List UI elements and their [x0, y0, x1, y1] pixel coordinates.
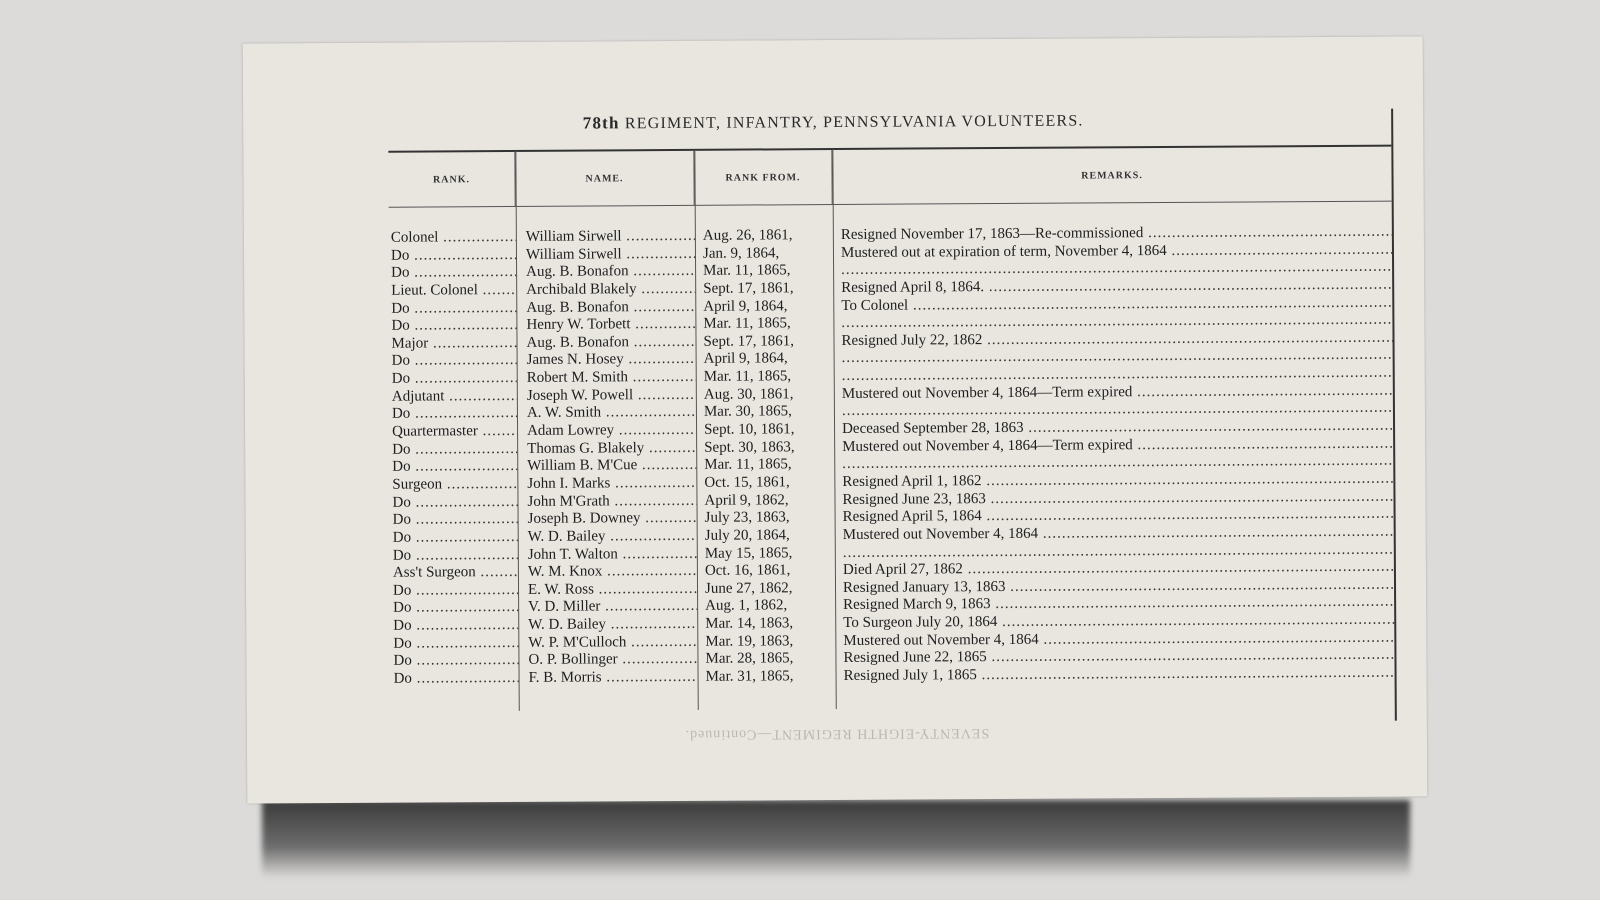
rank-cell: Do ..... — [391, 511, 518, 529]
rank-from-cell: Aug. 1, 1862, — [705, 597, 788, 615]
name-cell: Aug. B. Bonafon ..... — [516, 263, 695, 282]
roster-table — [388, 145, 1394, 689]
name-cell: V. D. Miller ..... — [518, 598, 697, 617]
rank-cell: Do ..... — [391, 652, 518, 670]
name-cell: John T. Walton ..... — [518, 545, 697, 564]
name-cell: W. M. Knox ..... — [518, 563, 697, 582]
remarks-cell: Resigned April 1, 1862 ..... — [834, 471, 1393, 492]
name-cell: William B. M'Cue ..... — [517, 457, 696, 476]
rank-from-cell: Mar. 11, 1865, — [704, 456, 792, 474]
rank-cell: Ass't Surgeon ..... — [391, 564, 518, 582]
remarks-cell: Resigned April 5, 1864 ..... — [835, 506, 1394, 527]
rank-from-cell: Mar. 28, 1865, — [705, 650, 794, 668]
rank-from-cell: Sept. 10, 1861, — [704, 421, 795, 438]
remarks-cell: Resigned April 8, 1864. ..... — [833, 277, 1392, 298]
bleed-through-text: SEVENTY-EIGHTH REGIMENT—Continued. — [684, 725, 990, 742]
name-cell: Thomas G. Blakely ..... — [517, 440, 696, 459]
remarks-cell: Resigned June 22, 1865 ..... — [835, 647, 1394, 668]
name-cell: John I. Marks ..... — [517, 475, 696, 494]
remarks-cell: Mustered out November 4, 1864 ..... — [835, 523, 1394, 544]
rank-from-cell: Oct. 15, 1861, — [704, 474, 790, 491]
rank-from-cell: Aug. 30, 1861, — [703, 386, 794, 403]
name-cell: Joseph B. Downey ..... — [518, 510, 697, 529]
remarks-cell: Died April 27, 1862 ..... — [835, 559, 1394, 580]
rank-cell: Do ..... — [390, 352, 517, 370]
name-cell: E. W. Ross ..... — [518, 581, 697, 600]
rank-cell: Quartermaster ..... — [390, 423, 517, 441]
rank-from-cell: Sept. 17, 1861, — [703, 280, 794, 297]
remarks-cell: Deceased September 28, 1863 ..... — [834, 418, 1393, 439]
rank-from-cell: April 9, 1864, — [703, 350, 788, 368]
rank-cell: Colonel ..... — [389, 229, 516, 247]
name-cell: James N. Hosey ..... — [517, 351, 696, 370]
rank-cell: Do ..... — [389, 264, 516, 282]
remarks-cell: Resigned July 22, 1862 ..... — [833, 329, 1392, 350]
name-cell: William Sirwell ..... — [516, 245, 695, 264]
remarks-cell: Mustered out November 4, 1864—Term expired ..... — [834, 382, 1393, 403]
rank-cell: Do ..... — [391, 529, 518, 547]
paper-shadow — [262, 800, 1410, 878]
header-rank-from: RANK FROM. — [694, 150, 832, 205]
rank-cell: Do ..... — [391, 582, 518, 600]
rank-cell: Do ..... — [391, 635, 518, 653]
name-cell: W. D. Bailey ..... — [518, 616, 697, 635]
rank-cell: Adjutant ..... — [390, 388, 517, 406]
rank-from-cell: Oct. 16, 1861, — [704, 562, 791, 579]
rank-cell: Do ..... — [389, 300, 516, 318]
name-cell: W. P. M'Culloch ..... — [518, 634, 697, 653]
regiment-title: REGIMENT, INFANTRY, PENNSYLVANIA VOLUNTEERS. — [619, 112, 1084, 133]
rank-cell: Lieut. Colonel ..... — [389, 282, 516, 300]
rank-from-cell: Sept. 30, 1863, — [704, 438, 795, 456]
table-body — [389, 202, 1395, 689]
rank-from-cell: Mar. 11, 1865, — [703, 368, 792, 385]
rank-cell: Major ..... — [389, 335, 516, 353]
name-cell: Aug. B. Bonafon ..... — [516, 334, 695, 353]
rank-from-cell: Mar. 11, 1865, — [703, 262, 791, 280]
name-cell: O. P. Bollinger ..... — [518, 651, 697, 670]
rank-from-cell: Mar. 30, 1865, — [703, 403, 792, 421]
rank-cell: Do ..... — [390, 494, 517, 512]
header-remarks: REMARKS. — [1081, 169, 1143, 181]
remarks-cell: Resigned November 17, 1863—Re-commissioned ..... — [833, 224, 1392, 245]
remarks-cell: Resigned June 23, 1863 ..... — [834, 488, 1393, 509]
rank-from-cell: Aug. 26, 1861, — [702, 227, 793, 244]
name-cell: Adam Lowrey ..... — [517, 422, 696, 441]
name-cell: A. W. Smith ..... — [517, 404, 696, 423]
rank-from-cell: April 9, 1862, — [704, 491, 789, 509]
rank-from-cell: April 9, 1864, — [703, 297, 788, 315]
rank-from-cell: July 23, 1863, — [704, 509, 790, 527]
remarks-cell: To Colonel ..... — [833, 294, 1392, 315]
name-cell: Robert M. Smith ..... — [517, 369, 696, 388]
rank-from-cell: Mar. 11, 1865, — [703, 315, 791, 333]
name-cell: Aug. B. Bonafon ..... — [516, 298, 695, 317]
name-cell: W. D. Bailey ..... — [518, 528, 697, 547]
table-header — [388, 147, 1391, 208]
name-cell: F. B. Morris ..... — [519, 669, 698, 688]
remarks-cell: Mustered out at expiration of term, November 4, 1864 ..... — [833, 241, 1392, 262]
rank-cell: Surgeon ..... — [390, 476, 517, 494]
rank-from-cell: Mar. 19, 1863, — [705, 632, 794, 650]
rank-from-cell: Jan. 9, 1864, — [702, 244, 780, 262]
rank-from-cell: Mar. 31, 1865, — [705, 668, 794, 685]
rank-cell: Do ..... — [390, 405, 517, 423]
remarks-cell: Resigned July 1, 1865 ..... — [836, 665, 1395, 686]
name-cell: Henry W. Torbett ..... — [516, 316, 695, 335]
remarks-cell: Resigned March 9, 1863 ..... — [835, 594, 1394, 615]
rank-cell: Do ..... — [390, 458, 517, 476]
regiment-number: 78th — [582, 113, 620, 133]
rank-cell: Do ..... — [389, 247, 516, 265]
rank-cell: Do ..... — [389, 317, 516, 335]
rank-cell: Do ..... — [392, 670, 519, 688]
name-cell: John M'Grath ..... — [517, 492, 696, 511]
name-cell: Archibald Blakely ..... — [516, 281, 695, 300]
name-cell: William Sirwell ..... — [516, 228, 695, 247]
name-cell: Joseph W. Powell ..... — [517, 387, 696, 406]
rank-cell: Do ..... — [391, 599, 518, 617]
rank-from-cell: Sept. 17, 1861, — [703, 333, 794, 350]
rank-cell: Do ..... — [390, 441, 517, 459]
document-page — [243, 36, 1428, 803]
rank-from-cell: July 20, 1864, — [704, 527, 790, 544]
remarks-cell: To Surgeon July 20, 1864 ..... — [835, 612, 1394, 633]
rank-cell: Do ..... — [391, 617, 518, 635]
header-name: NAME. — [515, 151, 694, 206]
rank-from-cell: Mar. 14, 1863, — [705, 615, 794, 632]
rank-cell: Do ..... — [390, 370, 517, 388]
remarks-cell: Mustered out November 4, 1864 ..... — [835, 629, 1394, 650]
remarks-cell: Mustered out November 4, 1864—Term expired ..... — [834, 435, 1393, 456]
rank-from-cell: May 15, 1865, — [704, 544, 793, 562]
header-rank: RANK. — [388, 152, 515, 207]
page-title — [243, 108, 1423, 135]
rank-from-cell: June 27, 1862, — [704, 580, 793, 597]
rank-cell: Do ..... — [391, 546, 518, 564]
remarks-cell: Resigned January 13, 1863 ..... — [835, 576, 1394, 597]
